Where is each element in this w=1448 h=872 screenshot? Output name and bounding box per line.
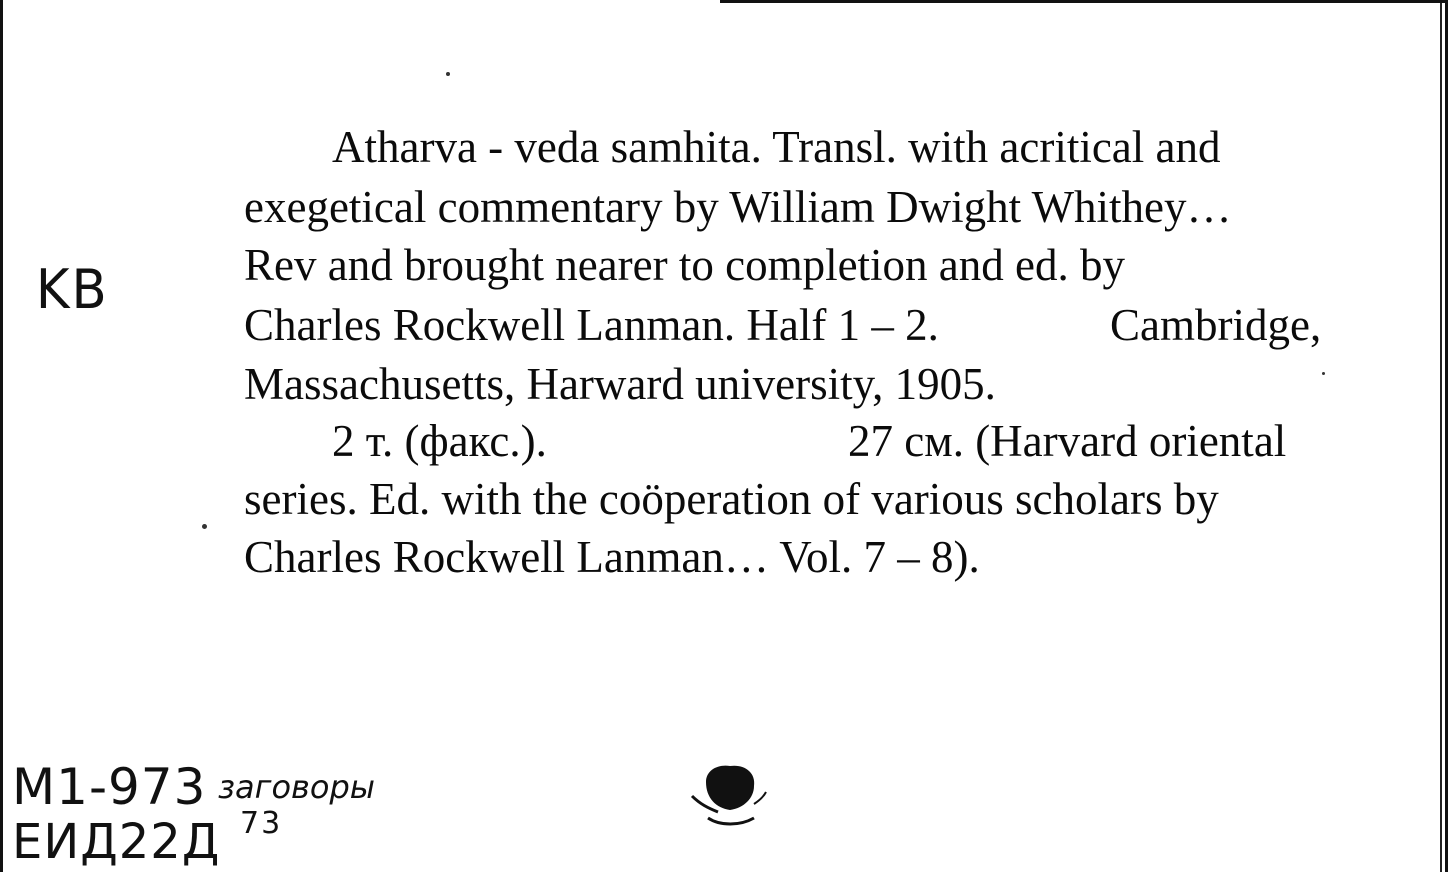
entry-line-2: exegetical commentary by William Dwight Whithey… bbox=[244, 182, 1232, 232]
scan-speck bbox=[1322, 372, 1325, 375]
shelfmark-2: ЕИД22Д bbox=[12, 814, 221, 870]
card-top-edge bbox=[720, 0, 1448, 3]
entry-line-4: Charles Rockwell Lanman. Half 1 – 2. bbox=[244, 300, 939, 350]
scan-speck bbox=[446, 72, 450, 76]
shelfmark-2-superscript: 73 bbox=[240, 806, 283, 841]
entry-line-6: 2 т. (факс.). bbox=[332, 416, 547, 466]
library-stamp-icon bbox=[688, 760, 772, 830]
card-right-inner-edge bbox=[1440, 0, 1442, 872]
entry-line-8: Charles Rockwell Lanman… Vol. 7 – 8). bbox=[244, 532, 980, 582]
entry-line-6-series: 27 см. (Harvard oriental bbox=[848, 416, 1287, 466]
entry-line-4-place: Cambridge, bbox=[1110, 300, 1322, 350]
entry-line-5: Massachusetts, Harward university, 1905. bbox=[244, 359, 996, 409]
entry-line-7: series. Ed. with the coöperation of various scholars by bbox=[244, 474, 1219, 524]
shelfmark-1: M1-973 bbox=[12, 758, 207, 816]
card-left-edge bbox=[0, 0, 3, 872]
entry-line-3: Rev and brought nearer to completion and ed. by bbox=[244, 240, 1125, 290]
scan-speck bbox=[202, 524, 207, 529]
subject-heading: заговоры bbox=[218, 768, 376, 806]
classification-mark: KB bbox=[35, 258, 109, 321]
entry-line-1: Atharva - veda samhita. Transl. with acritical and bbox=[332, 122, 1221, 172]
